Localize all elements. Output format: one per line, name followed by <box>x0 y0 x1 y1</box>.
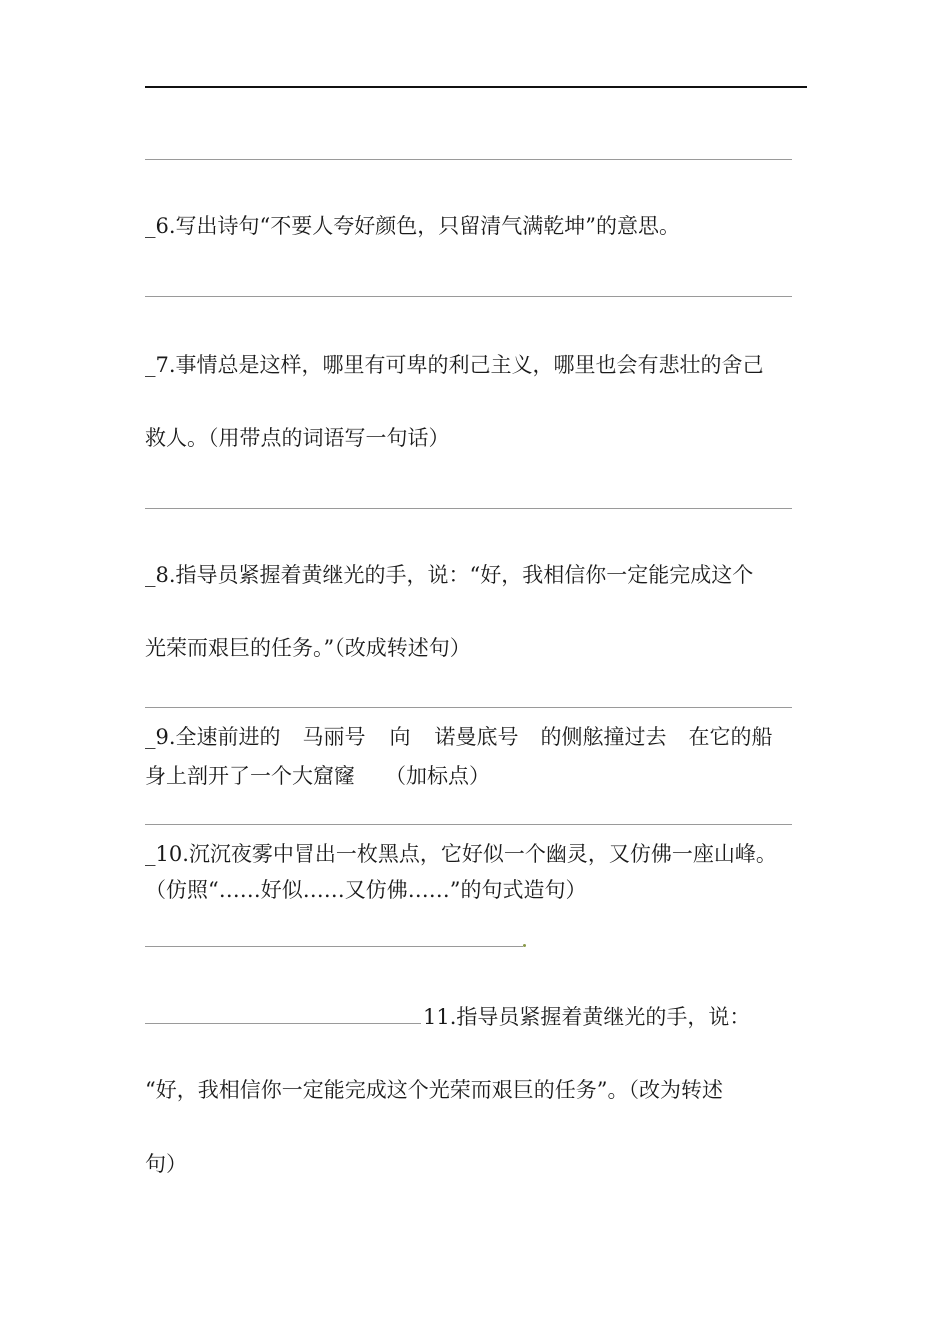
question-6-text: 写出诗句“不要人夸好颜色，只留清气满乾坤”的意思。 <box>175 214 681 238</box>
question-11-line-1 <box>145 1003 825 1031</box>
question-8-text: 指导员紧握着黄继光的手，说：“好，我相信你一定能完成这个 <box>175 563 754 587</box>
question-10-number: _10. <box>145 842 189 866</box>
top-rule <box>145 86 807 88</box>
question-9-part-4: 诺曼底号 <box>434 725 519 749</box>
question-7-text-2: 救人。（用带点的词语写一句话） <box>145 426 450 450</box>
question-8-number: _8. <box>145 563 176 587</box>
answer-line-10 <box>145 946 523 947</box>
question-11-line-3 <box>145 1150 825 1178</box>
question-9-part-5: 的侧舷撞过去 <box>540 725 667 749</box>
question-7-text: 事情总是这样，哪里有可卑的利己主义，哪里也会有悲壮的舍己 <box>175 353 764 377</box>
question-9-part-6: 在它的船 <box>688 725 773 749</box>
question-6 <box>145 212 825 240</box>
question-9-text-2: 身上剖开了一个大窟窿 <box>145 764 355 788</box>
question-11-number: 11. <box>423 1005 457 1029</box>
question-9-part-3: 向 <box>389 725 411 749</box>
question-7-number: _7. <box>145 353 176 377</box>
answer-line-6 <box>145 296 792 297</box>
question-9-line-1 <box>145 723 825 751</box>
question-9-number: _9. <box>145 725 176 749</box>
question-11-line-2 <box>145 1076 825 1104</box>
answer-line-5 <box>145 159 792 160</box>
question-11-text-2: “好，我相信你一定能完成这个光荣而艰巨的任务”。（改为转述 <box>145 1078 723 1102</box>
question-10-text-2: （仿照“……好似……又仿佛……”的句式造句） <box>145 878 587 902</box>
question-8-line-2 <box>145 634 825 662</box>
answer-line-8 <box>145 707 792 708</box>
question-7-line-1 <box>145 351 825 379</box>
stray-dot <box>523 944 526 947</box>
question-8-line-1 <box>145 561 825 589</box>
answer-line-7 <box>145 508 792 509</box>
question-9-line-2 <box>145 762 825 790</box>
question-9-part-1: 全速前进的 <box>175 725 281 749</box>
question-7-line-2 <box>145 424 825 452</box>
question-9-part-2: 马丽号 <box>302 725 366 749</box>
answer-line-10b <box>145 1023 421 1024</box>
question-8-text-2: 光荣而艰巨的任务。”（改成转述句） <box>145 636 471 660</box>
question-9-instruction: （加标点） <box>385 764 490 788</box>
question-11-text: 指导员紧握着黄继光的手，说： <box>456 1005 751 1029</box>
question-10-line-2 <box>145 876 825 904</box>
question-10-text: 沉沉夜雾中冒出一枚黑点，它好似一个幽灵，又仿佛一座山峰。 <box>188 842 777 866</box>
answer-line-9 <box>145 824 792 825</box>
question-6-number: _6. <box>145 214 176 238</box>
question-10-line-1 <box>145 840 825 868</box>
question-11-text-3: 句） <box>145 1152 187 1176</box>
